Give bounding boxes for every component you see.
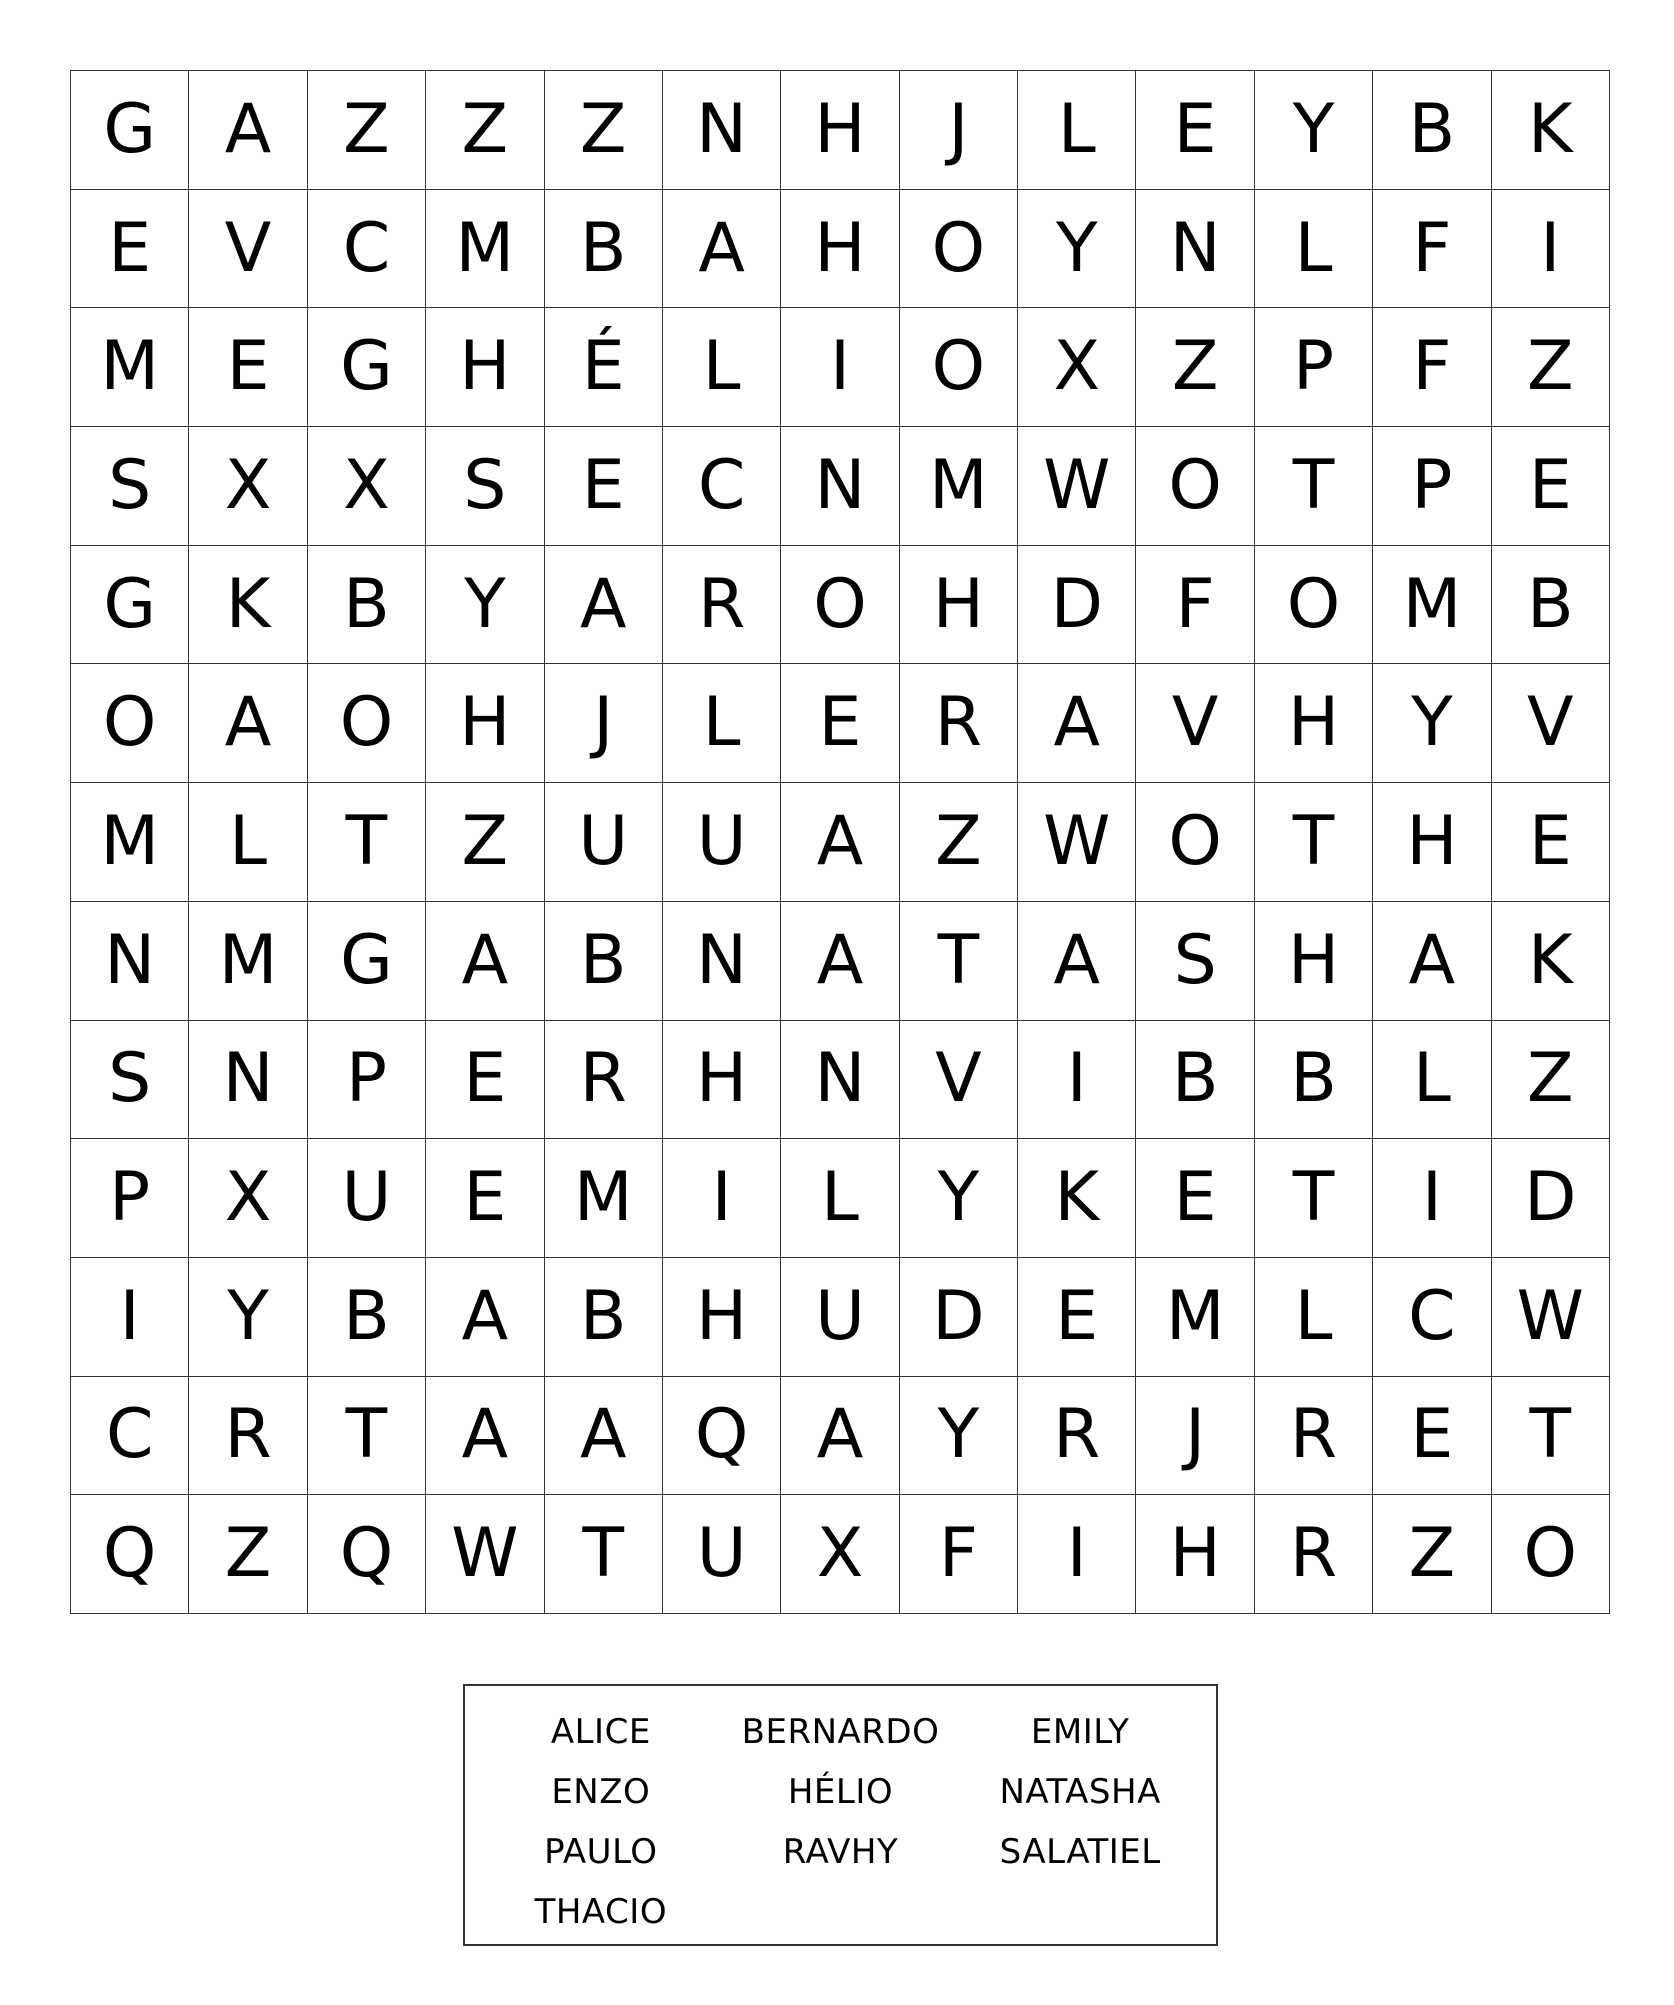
grid-cell[interactable]: Y [1255, 71, 1373, 190]
grid-cell[interactable]: C [71, 1377, 189, 1496]
grid-cell[interactable]: O [781, 546, 899, 665]
grid-cell[interactable]: M [71, 308, 189, 427]
grid-cell[interactable]: Z [1492, 308, 1610, 427]
grid-cell[interactable]: N [663, 71, 781, 190]
grid-cell[interactable]: Y [189, 1258, 307, 1377]
grid-cell[interactable]: I [663, 1139, 781, 1258]
grid-cell[interactable]: L [189, 783, 307, 902]
grid-cell[interactable]: C [1373, 1258, 1491, 1377]
grid-cell[interactable]: V [1492, 664, 1610, 783]
grid-cell[interactable]: A [426, 902, 544, 1021]
grid-cell[interactable]: A [1018, 664, 1136, 783]
grid-cell[interactable]: É [545, 308, 663, 427]
grid-cell[interactable]: B [1136, 1021, 1254, 1140]
grid-cell[interactable]: H [663, 1258, 781, 1377]
grid-cell[interactable]: B [1255, 1021, 1373, 1140]
grid-cell[interactable]: R [900, 664, 1018, 783]
grid-cell[interactable]: V [189, 190, 307, 309]
grid-cell[interactable]: O [900, 308, 1018, 427]
grid-cell[interactable]: F [1373, 308, 1491, 427]
grid-cell[interactable]: R [1255, 1495, 1373, 1614]
grid-cell[interactable]: L [781, 1139, 899, 1258]
grid-cell[interactable]: U [545, 783, 663, 902]
grid-cell[interactable]: T [1255, 783, 1373, 902]
grid-cell[interactable]: N [71, 902, 189, 1021]
grid-cell[interactable]: E [426, 1021, 544, 1140]
word-list [463, 1684, 1218, 1946]
grid-cell[interactable]: G [71, 71, 189, 190]
grid-cell[interactable]: U [663, 1495, 781, 1614]
grid-cell[interactable]: O [71, 664, 189, 783]
grid-cell[interactable]: V [900, 1021, 1018, 1140]
grid-cell[interactable]: E [1136, 1139, 1254, 1258]
grid-cell[interactable]: E [1492, 427, 1610, 546]
grid-cell[interactable]: B [545, 1258, 663, 1377]
grid-cell[interactable]: F [900, 1495, 1018, 1614]
grid-cell[interactable]: I [781, 308, 899, 427]
grid-cell[interactable]: D [1492, 1139, 1610, 1258]
grid-cell[interactable]: T [308, 1377, 426, 1496]
word-list-item: RAVHY [782, 1832, 899, 1872]
grid-cell[interactable]: B [545, 902, 663, 1021]
grid-cell[interactable]: G [308, 902, 426, 1021]
grid-cell[interactable]: G [308, 308, 426, 427]
grid-cell[interactable]: N [1136, 190, 1254, 309]
grid-cell[interactable]: S [426, 427, 544, 546]
grid-cell[interactable]: I [1018, 1021, 1136, 1140]
grid-cell[interactable]: M [426, 190, 544, 309]
grid-cell[interactable]: Z [1136, 308, 1254, 427]
grid-cell[interactable]: S [1136, 902, 1254, 1021]
grid-cell[interactable]: Z [189, 1495, 307, 1614]
grid-cell[interactable]: V [1136, 664, 1254, 783]
grid-cell[interactable]: O [1492, 1495, 1610, 1614]
grid-cell[interactable]: T [1255, 427, 1373, 546]
word-list-item: THACIO [534, 1892, 668, 1932]
grid-cell[interactable]: A [781, 783, 899, 902]
grid-cell[interactable]: T [545, 1495, 663, 1614]
word-list-item: EMILY [1030, 1712, 1130, 1752]
grid-cell[interactable]: X [189, 427, 307, 546]
grid-cell[interactable]: E [1018, 1258, 1136, 1377]
grid-cell[interactable]: A [1018, 902, 1136, 1021]
grid-cell[interactable]: R [1255, 1377, 1373, 1496]
grid-cell[interactable]: B [1373, 71, 1491, 190]
grid-cell[interactable]: A [781, 902, 899, 1021]
grid-cell[interactable]: O [308, 664, 426, 783]
grid-cell[interactable]: E [781, 664, 899, 783]
grid-cell[interactable]: N [781, 1021, 899, 1140]
grid-cell[interactable]: M [71, 783, 189, 902]
grid-cell[interactable]: L [663, 308, 781, 427]
grid-cell[interactable]: A [426, 1258, 544, 1377]
grid-cell[interactable]: A [663, 190, 781, 309]
grid-cell[interactable]: S [71, 427, 189, 546]
grid-cell[interactable]: Y [426, 546, 544, 665]
grid-cell[interactable]: F [1373, 190, 1491, 309]
word-list-item: ALICE [550, 1712, 651, 1752]
grid-cell[interactable]: L [663, 664, 781, 783]
grid-cell[interactable]: W [426, 1495, 544, 1614]
grid-cell[interactable]: C [308, 190, 426, 309]
grid-cell[interactable]: Q [71, 1495, 189, 1614]
grid-cell[interactable]: X [781, 1495, 899, 1614]
grid-cell[interactable]: Z [1373, 1495, 1491, 1614]
grid-cell[interactable]: J [1136, 1377, 1254, 1496]
grid-cell[interactable]: F [1136, 546, 1254, 665]
grid-cell[interactable]: E [1136, 71, 1254, 190]
grid-cell[interactable]: K [189, 546, 307, 665]
grid-cell[interactable]: M [1136, 1258, 1254, 1377]
grid-cell[interactable]: T [1255, 1139, 1373, 1258]
grid-cell[interactable]: H [426, 664, 544, 783]
grid-cell[interactable]: I [1018, 1495, 1136, 1614]
grid-cell[interactable]: Z [545, 71, 663, 190]
word-list-item: NATASHA [999, 1772, 1161, 1812]
grid-cell[interactable]: P [308, 1021, 426, 1140]
grid-cell[interactable]: M [189, 902, 307, 1021]
grid-cell[interactable]: P [1255, 308, 1373, 427]
grid-cell[interactable]: Z [426, 783, 544, 902]
grid-cell[interactable]: D [1018, 546, 1136, 665]
grid-cell[interactable]: L [1018, 71, 1136, 190]
grid-cell[interactable]: K [1492, 902, 1610, 1021]
grid-cell[interactable]: N [663, 902, 781, 1021]
grid-cell[interactable]: E [1373, 1377, 1491, 1496]
grid-cell[interactable]: H [1255, 902, 1373, 1021]
grid-cell[interactable]: H [900, 546, 1018, 665]
letter-grid [70, 70, 1610, 1614]
grid-cell[interactable]: O [1136, 783, 1254, 902]
grid-cell[interactable]: I [71, 1258, 189, 1377]
grid-cell[interactable]: X [189, 1139, 307, 1258]
grid-cell[interactable]: P [71, 1139, 189, 1258]
grid-cell[interactable]: H [1136, 1495, 1254, 1614]
grid-cell[interactable]: W [1018, 783, 1136, 902]
grid-cell[interactable]: Y [1018, 190, 1136, 309]
grid-cell[interactable]: R [545, 1021, 663, 1140]
grid-cell[interactable]: H [781, 71, 899, 190]
grid-cell[interactable]: H [1373, 783, 1491, 902]
grid-cell[interactable]: R [189, 1377, 307, 1496]
grid-cell[interactable]: L [1373, 1021, 1491, 1140]
grid-cell[interactable]: A [545, 546, 663, 665]
grid-cell[interactable]: W [1018, 427, 1136, 546]
grid-cell[interactable]: A [189, 71, 307, 190]
grid-cell[interactable]: Z [1492, 1021, 1610, 1140]
grid-cell[interactable]: J [545, 664, 663, 783]
grid-cell[interactable]: J [900, 71, 1018, 190]
grid-cell[interactable]: M [900, 427, 1018, 546]
grid-cell[interactable]: B [308, 1258, 426, 1377]
grid-cell[interactable]: N [781, 427, 899, 546]
grid-cell[interactable]: E [545, 427, 663, 546]
grid-cell[interactable]: W [1492, 1258, 1610, 1377]
word-list-item: BERNARDO [741, 1712, 940, 1752]
word-list-item: HÉLIO [787, 1772, 894, 1812]
grid-cell[interactable]: S [71, 1021, 189, 1140]
grid-cell[interactable]: E [426, 1139, 544, 1258]
grid-cell[interactable]: M [545, 1139, 663, 1258]
grid-cell[interactable]: Q [308, 1495, 426, 1614]
grid-cell[interactable]: O [1255, 546, 1373, 665]
grid-cell[interactable]: N [189, 1021, 307, 1140]
grid-cell[interactable]: A [426, 1377, 544, 1496]
grid-cell[interactable]: E [71, 190, 189, 309]
grid-cell[interactable]: T [308, 783, 426, 902]
grid-cell[interactable]: L [1255, 190, 1373, 309]
grid-cell[interactable]: L [1255, 1258, 1373, 1377]
grid-cell[interactable]: Z [426, 71, 544, 190]
grid-cell[interactable]: U [663, 783, 781, 902]
grid-cell[interactable]: H [781, 190, 899, 309]
grid-cell[interactable]: B [1492, 546, 1610, 665]
word-list-item: PAULO [544, 1832, 658, 1872]
grid-cell[interactable]: K [1492, 71, 1610, 190]
grid-cell[interactable]: A [545, 1377, 663, 1496]
grid-cell[interactable]: I [1492, 190, 1610, 309]
grid-cell[interactable]: I [1373, 1139, 1491, 1258]
grid-cell[interactable]: A [781, 1377, 899, 1496]
grid-cell[interactable]: E [1492, 783, 1610, 902]
grid-cell[interactable]: R [1018, 1377, 1136, 1496]
grid-cell[interactable]: X [308, 427, 426, 546]
grid-cell[interactable]: X [1018, 308, 1136, 427]
grid-cell[interactable]: G [71, 546, 189, 665]
grid-cell[interactable]: C [663, 427, 781, 546]
grid-cell[interactable]: H [426, 308, 544, 427]
grid-cell[interactable]: Z [308, 71, 426, 190]
grid-cell[interactable]: R [663, 546, 781, 665]
grid-cell[interactable]: H [663, 1021, 781, 1140]
grid-cell[interactable]: M [1373, 546, 1491, 665]
grid-cell[interactable]: P [1373, 427, 1491, 546]
grid-cell[interactable]: A [189, 664, 307, 783]
grid-cell[interactable]: A [1373, 902, 1491, 1021]
grid-cell[interactable]: Y [900, 1377, 1018, 1496]
grid-cell[interactable]: T [1492, 1377, 1610, 1496]
grid-cell[interactable]: Q [663, 1377, 781, 1496]
grid-cell[interactable]: Y [900, 1139, 1018, 1258]
word-list-item: SALATIEL [999, 1832, 1161, 1872]
word-list-item: ENZO [551, 1772, 651, 1812]
grid-cell[interactable]: E [189, 308, 307, 427]
grid-cell[interactable]: Z [900, 783, 1018, 902]
grid-cell[interactable]: U [308, 1139, 426, 1258]
grid-cell[interactable]: B [545, 190, 663, 309]
grid-cell[interactable]: U [781, 1258, 899, 1377]
grid-cell[interactable]: T [900, 902, 1018, 1021]
grid-cell[interactable]: Y [1373, 664, 1491, 783]
grid-cell[interactable]: O [1136, 427, 1254, 546]
grid-cell[interactable]: D [900, 1258, 1018, 1377]
grid-cell[interactable]: H [1255, 664, 1373, 783]
grid-cell[interactable]: K [1018, 1139, 1136, 1258]
grid-cell[interactable]: O [900, 190, 1018, 309]
grid-cell[interactable]: B [308, 546, 426, 665]
